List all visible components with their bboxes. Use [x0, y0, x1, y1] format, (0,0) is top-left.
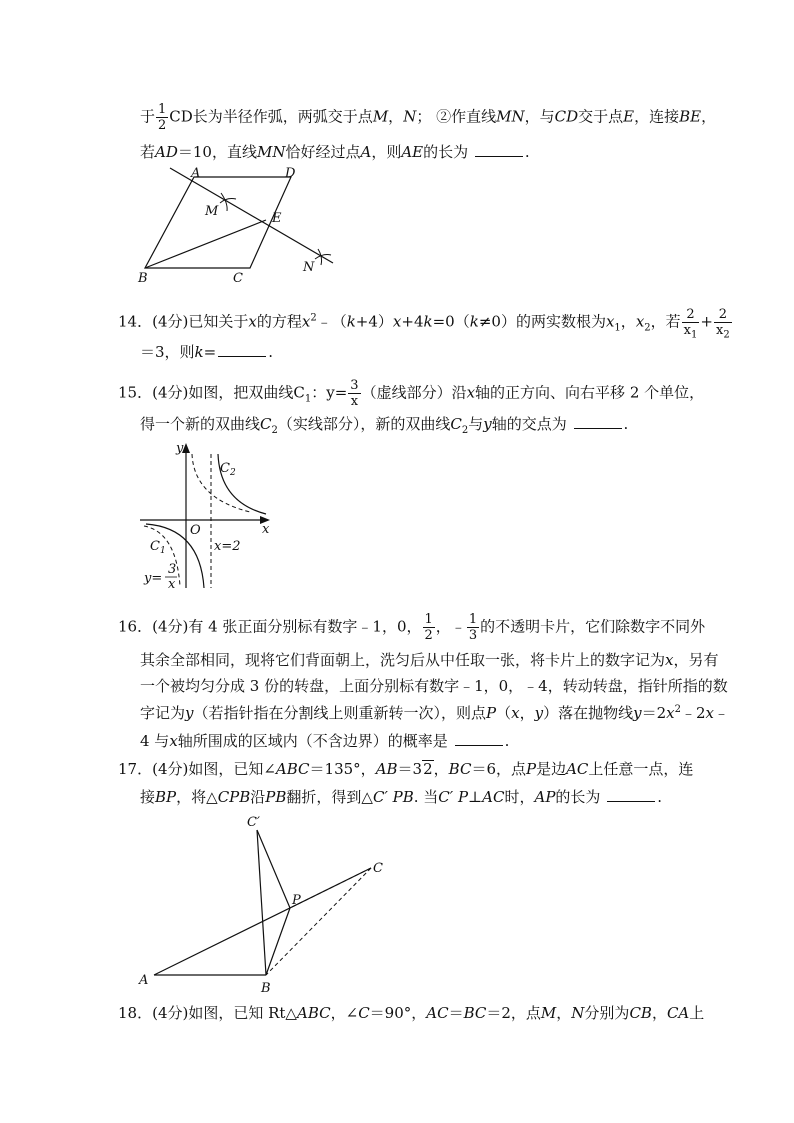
text: ，则 [371, 143, 402, 161]
frac-num: 1 [424, 612, 433, 627]
subscript: 2 [461, 425, 469, 436]
text: y= [326, 383, 348, 402]
frac-den: 3 [468, 628, 478, 643]
var: k [469, 312, 479, 331]
var: ABC [275, 760, 310, 778]
var: C′ PB [372, 788, 414, 806]
q16-line2 [140, 650, 719, 670]
var: BP [155, 788, 177, 806]
label-e: E [272, 211, 282, 226]
subscript: 2 [644, 322, 651, 334]
var: C [450, 415, 462, 433]
frac-den: x [350, 394, 359, 409]
answer-blank [475, 142, 523, 157]
line-be [145, 220, 266, 268]
label-y: y [176, 441, 184, 456]
q14-line1 [118, 307, 733, 341]
var: C′ P [438, 788, 469, 806]
var: CA [666, 1004, 690, 1022]
text: + [700, 312, 713, 331]
var: y [633, 704, 642, 722]
parallelogram-abcd [145, 177, 291, 268]
text: （虚线部分）沿 [361, 383, 467, 402]
label-a: A [139, 973, 149, 988]
var: k [346, 312, 356, 331]
text: ，连接 [634, 107, 680, 126]
c1-letter: C [150, 539, 160, 554]
text: 恰好经过点 [285, 143, 361, 161]
var: AC [566, 760, 589, 778]
text: . [657, 788, 662, 806]
text: ，∠ [330, 1004, 359, 1022]
var: x [635, 312, 645, 331]
frac-num: 1 [158, 102, 167, 117]
var: M [540, 1004, 557, 1022]
label-p: P [292, 893, 301, 908]
var: y [185, 704, 194, 722]
subscript: 1 [691, 329, 698, 341]
text: 得一个新的双曲线 [140, 415, 261, 433]
text: ）落在抛物线 [543, 704, 634, 722]
text: . [504, 732, 510, 750]
label-c2 [220, 461, 236, 478]
text: 上 [689, 1004, 705, 1022]
text: CD长为半径作弧，两弧交于点 [169, 107, 373, 126]
text: ＝3 [397, 760, 423, 778]
fraction [156, 102, 168, 133]
exponent: 2 [310, 312, 317, 324]
answer-blank [574, 414, 622, 429]
text: 翻折，得到△ [286, 788, 373, 806]
subscript: 2 [723, 329, 730, 341]
question-number: 16．(4分) [118, 617, 189, 636]
text: ，另有 [673, 651, 719, 669]
text: （实线部分），新的双曲线 [277, 415, 451, 433]
var: N [403, 107, 417, 126]
den-var: x [683, 323, 692, 338]
var: x [392, 312, 402, 331]
var: x [301, 312, 311, 331]
var: BC [448, 760, 472, 778]
var: N [571, 1004, 585, 1022]
question-number: 17．(4分) [118, 760, 189, 778]
label-b: B [261, 981, 271, 996]
var: AE [401, 143, 424, 161]
var: CD [554, 107, 579, 126]
label-d: D [285, 166, 296, 181]
figure-q17-triangle [136, 812, 396, 997]
var: MN [496, 107, 525, 126]
var: C [260, 415, 272, 433]
text: （ [496, 704, 512, 722]
var: x [466, 383, 476, 402]
var: x [169, 732, 178, 750]
text: 字记为 [140, 704, 186, 722]
q16-line4 [140, 703, 729, 723]
var: k [194, 343, 204, 361]
var: C [293, 383, 305, 402]
c2-sub: 2 [229, 468, 236, 478]
text: 交于点 [578, 107, 624, 126]
label-frac-den: x [168, 577, 176, 592]
text: +4 [401, 312, 424, 331]
var: AC [426, 1004, 449, 1022]
sqrt-radicand [422, 760, 434, 777]
fraction [423, 612, 435, 643]
text: ＝3，则 [140, 343, 195, 361]
text: +4） [355, 312, 393, 331]
label-a: A [191, 166, 201, 181]
frac-num: 2 [714, 307, 732, 323]
var: CPB [217, 788, 251, 806]
text: ， [620, 312, 636, 331]
label-o: O [190, 523, 201, 538]
text: ， [519, 704, 535, 722]
den-var: x [715, 323, 724, 338]
var: x [705, 704, 714, 722]
label-c: C [233, 271, 243, 286]
text: 如图，已知 Rt△ [188, 1004, 297, 1022]
var: E [623, 107, 635, 126]
var: x [605, 312, 615, 331]
var: M [372, 107, 389, 126]
var: MN [256, 143, 286, 161]
text: 与 [468, 415, 484, 433]
var: AB [375, 760, 398, 778]
text: =0（ [432, 312, 470, 331]
text: 已知关于 [188, 312, 249, 331]
question-number: 14．(4分) [118, 312, 189, 331]
text: ； ②作直线 [416, 107, 497, 126]
text: ＝2，点 [486, 1004, 541, 1022]
label-frac-num: 3 [168, 562, 177, 577]
text: ，与 [524, 107, 555, 126]
q17-line2 [140, 787, 662, 807]
text: ﹣（ [316, 312, 347, 331]
frac-den: 2 [424, 628, 433, 643]
text: 时， [504, 788, 535, 806]
text: 如图，已知∠ [188, 760, 276, 778]
text: 轴的正方向、向右平移 2 个单位， [475, 383, 705, 402]
figure-q15-hyperbola [138, 440, 278, 590]
var: x [665, 651, 674, 669]
frac-den [714, 323, 732, 341]
text: （若指针指在分割线上则重新转一次），则点 [193, 704, 487, 722]
text: 的长为 [423, 143, 469, 161]
var: y [534, 704, 544, 722]
figure-q13-parallelogram [135, 165, 355, 285]
var: AC [482, 788, 505, 806]
line-cprime-p [257, 830, 290, 908]
var: BE [679, 107, 702, 126]
question-number: 18．(4分) [118, 1004, 189, 1022]
text: . [268, 343, 273, 361]
var: x [511, 704, 520, 722]
fraction [467, 612, 479, 643]
text: 有 4 张正面分别标有数字﹣1，0， [188, 617, 422, 636]
q16-line5 [140, 731, 509, 751]
text: ＝90°， [369, 1004, 427, 1022]
label-c1 [150, 539, 166, 556]
label-x-eq-2: x=2 [214, 539, 241, 554]
label-m: M [205, 204, 219, 219]
subscript: 1 [304, 393, 312, 405]
frac-num: 1 [468, 612, 478, 627]
var: x [248, 312, 257, 331]
label-y-eq: y= [144, 571, 163, 586]
q13-line1 [140, 102, 716, 133]
line-cb-dashed [266, 868, 371, 975]
text: = [203, 343, 217, 361]
text: ， [435, 617, 451, 636]
text: ， [433, 760, 449, 778]
label-n: N [303, 260, 315, 275]
answer-blank [607, 787, 655, 802]
text: 上任意一点，连 [588, 760, 694, 778]
var: PB [265, 788, 287, 806]
text: 其余全部相同，现将它们背面朝上，洗匀后从中任取一张，将卡片上的数字记为 [140, 651, 666, 669]
radicand: 2 [423, 760, 433, 778]
q15-line1 [118, 378, 704, 409]
text: ﹣ [714, 704, 730, 722]
frac-den: 2 [158, 118, 167, 133]
text: 轴的交点为 [491, 415, 567, 433]
q18-line1 [118, 1003, 704, 1023]
label-cprime: C′ [247, 815, 260, 830]
q17-line1 [118, 759, 693, 779]
c2-letter: C [220, 461, 230, 476]
q16-line3 [140, 676, 728, 696]
q16-line1 [118, 612, 705, 643]
fraction [348, 378, 360, 409]
text: ， [651, 1004, 667, 1022]
text: ﹣2 [680, 704, 706, 722]
frac-num: 2 [682, 307, 700, 323]
label-x: x [262, 522, 270, 537]
q13-line2 [140, 142, 530, 162]
text: . 当 [413, 788, 439, 806]
text: 沿 [250, 788, 266, 806]
text: 如图，把双曲线 [188, 383, 294, 402]
text: ，若 [650, 312, 681, 331]
frac-num: 3 [350, 378, 359, 393]
subscript: 2 [271, 425, 278, 436]
text: ＝ [448, 1004, 464, 1022]
text: ＝10，直线 [177, 143, 257, 161]
label-c: C [373, 861, 383, 876]
c1-sub: 1 [159, 546, 166, 556]
var: ABC [296, 1004, 331, 1022]
var: A [360, 143, 372, 161]
q14-line2 [140, 342, 273, 362]
text: ＝2 [641, 704, 667, 722]
text: 轴所围成的区域内（不含边界）的概率是 [177, 732, 448, 750]
text: 若 [140, 143, 156, 161]
text: . [623, 415, 629, 433]
var: BC [463, 1004, 487, 1022]
text: ⊥ [468, 788, 483, 806]
var: P [525, 760, 537, 778]
text: . [524, 143, 530, 161]
text: 一个被均匀分成 3 份的转盘，上面分别标有数字﹣1，0，﹣4，转动转盘，指针所指的数 [140, 677, 728, 695]
text: 的方程 [256, 312, 302, 331]
fraction [714, 307, 732, 341]
var: AP [534, 788, 556, 806]
text: ≠0）的两实数根为 [478, 312, 606, 331]
text: 分别为 [584, 1004, 630, 1022]
var: AD [155, 143, 178, 161]
text: ， [556, 1004, 572, 1022]
fraction [682, 307, 700, 341]
var: C [358, 1004, 370, 1022]
text: 的不透明卡片，它们除数字不同外 [480, 617, 706, 636]
frac-den [682, 323, 700, 341]
label-b: B [138, 271, 148, 286]
var: x [666, 704, 675, 722]
text: ＝135°， [309, 760, 376, 778]
subscript: 1 [614, 322, 621, 334]
text: ， [701, 107, 717, 126]
text: 4 与 [140, 732, 170, 750]
q15-line2 [140, 414, 628, 434]
var: CB [629, 1004, 652, 1022]
var: P [486, 704, 497, 722]
text: 接 [140, 788, 156, 806]
text: ，将△ [176, 788, 218, 806]
text: ﹣ [450, 617, 466, 636]
question-number: 15．(4分) [118, 383, 189, 402]
text: 的长为 [555, 788, 601, 806]
answer-blank [218, 342, 266, 357]
text: 于 [140, 107, 156, 126]
text: 是边 [536, 760, 567, 778]
var: y [483, 415, 492, 433]
exponent: 2 [674, 704, 681, 715]
text: ： [311, 383, 327, 402]
var: k [423, 312, 433, 331]
line-cprime-b [257, 830, 266, 975]
answer-blank [455, 731, 503, 746]
text: ＝6，点 [471, 760, 526, 778]
text: ， [388, 107, 404, 126]
